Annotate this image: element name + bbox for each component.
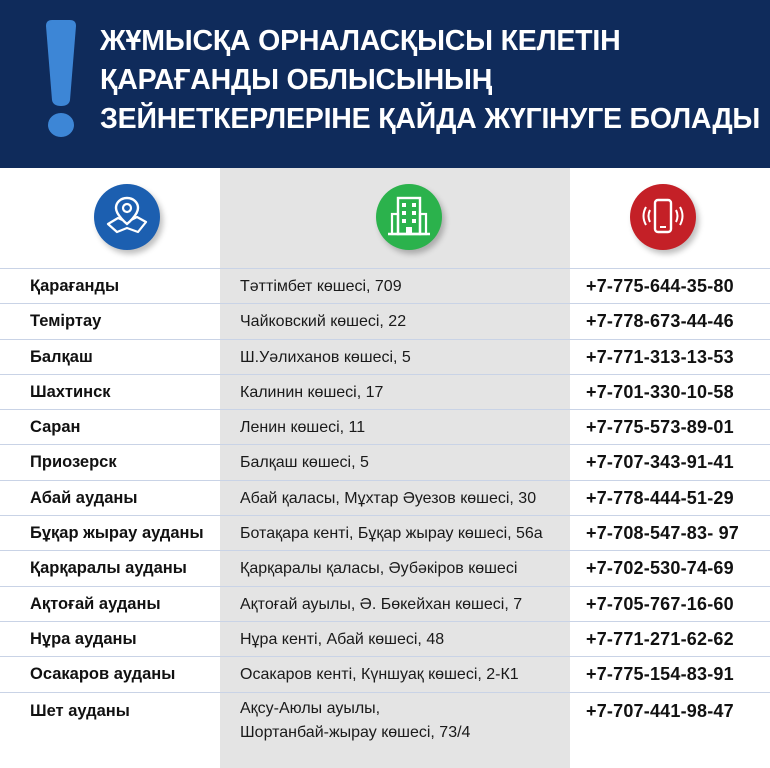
city-name: Балқаш <box>30 347 93 366</box>
table-row <box>0 409 770 444</box>
phone-number: +7-771-313-13-53 <box>586 346 734 367</box>
address: Ақтоғай ауылы, Ә. Бөкейхан көшесі, 7 <box>240 595 523 613</box>
building-icon <box>376 184 442 250</box>
header-banner <box>0 0 770 168</box>
table-row <box>0 515 770 550</box>
phone-number: +7-707-441-98-47 <box>586 700 734 721</box>
table-row <box>0 550 770 585</box>
address: Ленин көшесі, 11 <box>240 419 366 437</box>
title-line-2: ҚАРАҒАНДЫ ОБЛЫСЫНЫҢ <box>100 64 493 96</box>
table-row <box>0 656 770 691</box>
table-row <box>0 444 770 479</box>
table-row <box>0 268 770 303</box>
address <box>240 693 470 745</box>
table-row <box>0 480 770 515</box>
city-name: Осакаров ауданы <box>30 665 176 684</box>
address-line-2: Шортанбай-жырау көшесі, 73/4 <box>240 723 471 741</box>
title-line-1: ЖҰМЫСҚА ОРНАЛАСҚЫСЫ КЕЛЕТІН <box>100 25 621 57</box>
address: Нұра кенті, Абай көшесі, 48 <box>240 630 445 648</box>
city-name: Саран <box>30 418 81 437</box>
exclamation-icon <box>44 20 78 138</box>
address: Абай қаласы, Мұхтар Әуезов көшесі, 30 <box>240 489 537 507</box>
address: Чайковский көшесі, 22 <box>240 313 407 331</box>
city-name: Шахтинск <box>30 382 111 401</box>
page-title <box>100 22 760 139</box>
phone-number: +7-778-673-44-46 <box>586 311 734 332</box>
phone-number: +7-705-767-16-60 <box>586 593 734 614</box>
address: Ботақара кенті, Бұқар жырау көшесі, 56а <box>240 525 543 543</box>
phone-number: +7-701-330-10-58 <box>586 381 734 402</box>
address: Балқаш көшесі, 5 <box>240 454 369 472</box>
city-name: Нұра ауданы <box>30 629 137 648</box>
contacts-table <box>0 268 770 762</box>
city-name: Ақтоғай ауданы <box>30 594 161 613</box>
city-name: Қарағанды <box>30 277 120 295</box>
address: Ш.Уәлиханов көшесі, 5 <box>240 348 411 366</box>
phone-number: +7-778-444-51-29 <box>586 487 734 508</box>
city-name: Шет ауданы <box>30 701 130 720</box>
phone-number: +7-775-644-35-80 <box>586 276 734 296</box>
phone-icon <box>630 184 696 250</box>
city-name: Қарқаралы ауданы <box>30 559 187 578</box>
address: Осакаров кенті, Күншуақ көшесі, 2-К1 <box>240 666 519 684</box>
phone-number: +7-775-573-89-01 <box>586 417 734 438</box>
phone-number: +7-707-343-91-41 <box>586 452 734 473</box>
city-name: Теміртау <box>30 312 102 331</box>
address: Тәттімбет көшесі, 709 <box>240 278 402 295</box>
table-row <box>0 621 770 656</box>
phone-number: +7-775-154-83-91 <box>586 664 734 685</box>
address: Калинин көшесі, 17 <box>240 383 384 401</box>
table-row <box>0 692 770 762</box>
phone-number: +7-771-271-62-62 <box>586 628 734 649</box>
city-name: Бұқар жырау ауданы <box>30 524 204 543</box>
city-name: Приозерск <box>30 453 117 472</box>
table-row <box>0 374 770 409</box>
address-line-1: Ақсу-Аюлы ауылы, <box>240 699 381 717</box>
table-row <box>0 586 770 621</box>
phone-number: +7-708-547-83- 97 <box>586 523 740 544</box>
phone-number: +7-702-530-74-69 <box>586 558 734 579</box>
title-line-3: ЗЕЙНЕТКЕРЛЕРІНЕ ҚАЙДА ЖҮГІНУГЕ БОЛАДЫ <box>100 103 761 135</box>
location-map-icon <box>94 184 160 250</box>
city-name: Абай ауданы <box>30 488 138 507</box>
address: Қарқаралы қаласы, Әубәкіров көшесі <box>240 560 518 578</box>
table-row <box>0 339 770 374</box>
table-row <box>0 303 770 338</box>
